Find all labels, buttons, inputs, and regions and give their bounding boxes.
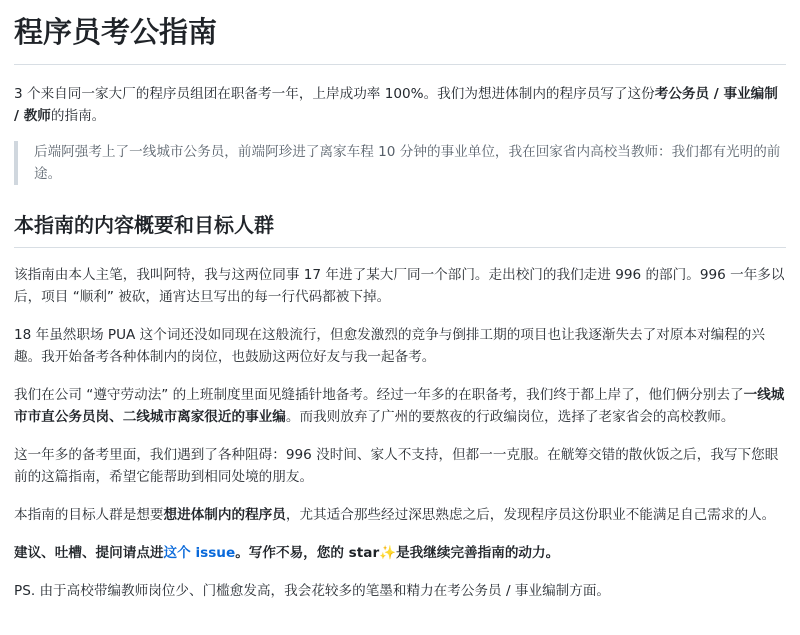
paragraph-3-text-1: 我们在公司 “遵守劳动法” 的上班制度里面见缝插针地备考。经过一年多的在职备考，我们终于都上岸了，他们俩分别去了 [14,387,744,403]
section-title: 本指南的内容概要和目标人群 [14,211,786,248]
paragraph-3 [14,384,786,428]
paragraph-3-bold: 一线城市市直公务员岗、二线城市离家很近的事业编 [14,387,785,425]
intro-quote [14,141,786,185]
paragraph-6-bold-3: 是我继续完善指南的动力。 [396,545,560,561]
paragraph-5-text-2: ，尤其适合那些经过深思熟虑之后，发现程序员这份职业不能满足自己需求的人。 [285,507,776,523]
intro-bold: 考公务员 / 事业编制 / 教师 [14,86,778,124]
paragraph-5 [14,504,786,526]
intro-paragraph [14,83,786,127]
paragraph-5-bold: 想进体制内的程序员 [163,507,286,523]
quote-text: 后端阿强考上了一线城市公务员，前端阿珍进了离家车程 10 分钟的事业单位，我在回家省内高校当教师：我们都有光明的前途。 [34,144,781,182]
page-title: 程序员考公指南 [14,12,786,65]
issue-link[interactable]: 这个 issue [163,545,236,561]
paragraph-4: 这一年多的备考里面，我们遇到了各种阻碍：996 没时间、家人不支持，但都一一克服。在觥筹交错的散伙饭之后，我写下您眼前的这篇指南，希望它能帮助到相同处境的朋友。 [14,447,779,485]
paragraph-5-text-1: 本指南的目标人群是想要 [14,507,164,523]
paragraph-2: 18 年虽然职场 PUA 这个词还没如同现在这般流行，但愈发激烈的竞争与倒排工期的项目也让我逐渐失去了对原本对编程的兴趣。我开始备考各种体制内的岗位，也鼓励这两位好友与我一起备考。 [14,327,765,365]
sparkle-icon: ✨ [379,545,397,561]
intro-text-2: 的指南。 [50,108,106,124]
intro-text-1: 3 个来自同一家大厂的程序员组团在职备考一年，上岸成功率 100%。我们为想进体制内的程序员写了这份 [14,86,655,102]
paragraph-6-bold-2: 。写作不易，您的 star [235,545,380,561]
paragraph-ps: PS. 由于高校带编教师岗位少、门槛愈发高，我会花较多的笔墨和精力在考公务员 / 事业编制方面。 [14,583,611,599]
paragraph-3-text-2: 。而我则放弃了广州的要熬夜的行政编岗位，选择了老家省会的高校教师。 [285,409,735,425]
paragraph-1: 该指南由本人主笔，我叫阿特，我与这两位同事 17 年进了某大厂同一个部门。走出校门的我们走进 996 的部门。996 一年多以后，项目 “顺利” 被砍，通宵达旦写出的每一行代码都被下掉。 [14,267,785,305]
paragraph-6 [14,542,786,564]
paragraph-6-bold-1: 建议、吐槽、提问请点进 [14,545,164,561]
